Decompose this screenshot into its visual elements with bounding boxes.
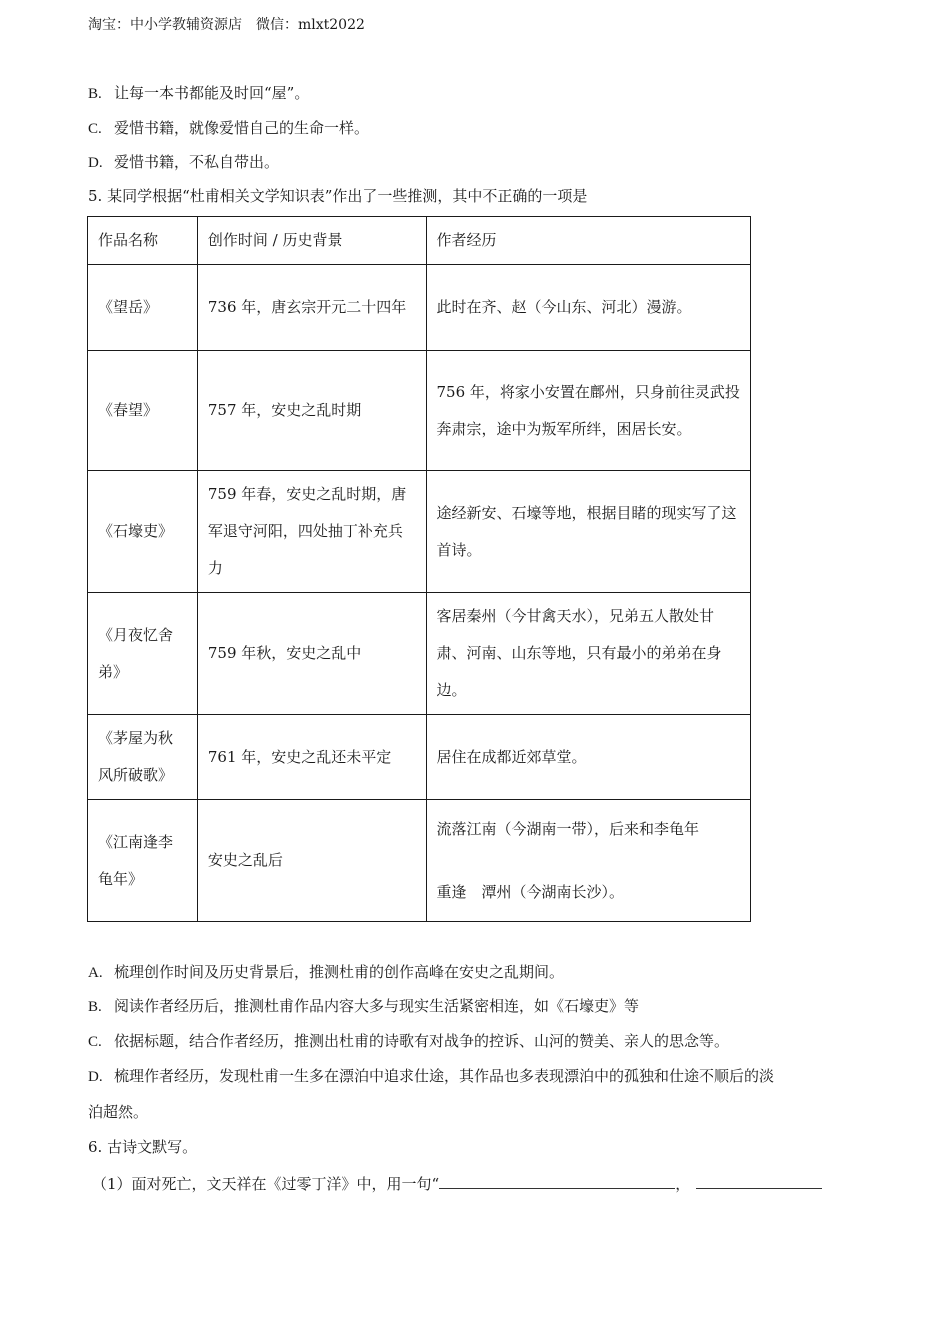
table-header-cell: 创作时间 / 历史背景 [197, 217, 426, 265]
table-cell: 《江南逢李龟年》 [88, 800, 198, 922]
question-5-stem: 5. 某同学根据“杜甫相关文学知识表”作出了一些推测，其中不正确的一项是 [88, 187, 588, 205]
option-label: D. [88, 155, 103, 171]
table-cell: 《月夜忆舍弟》 [88, 593, 198, 715]
option-label: B. [88, 86, 102, 102]
table-cell: 居住在成都近郊草堂。 [426, 715, 750, 800]
option-text: 阅读作者经历后，推测杜甫作品内容大多与现实生活紧密相连，如《石壕吏》等 [114, 997, 640, 1015]
option-text: 爱惜书籍，就像爱惜自己的生命一样。 [114, 119, 370, 137]
table-cell: 736 年，唐玄宗开元二十四年 [197, 265, 426, 351]
option-label: C. [88, 121, 102, 137]
option-text: 梳理创作时间及历史背景后，推测杜甫的创作高峰在安史之乱期间。 [114, 963, 565, 981]
option-c-prev [88, 117, 369, 138]
table-row [88, 265, 751, 351]
table-row [88, 471, 751, 593]
option-a [88, 961, 564, 982]
option-c [88, 1030, 729, 1051]
option-label: C. [88, 1034, 102, 1050]
option-label: D. [88, 1069, 103, 1085]
table-cell: 安史之乱后 [197, 800, 426, 922]
table-cell: 此时在齐、赵（今山东、河北）漫游。 [426, 265, 750, 351]
table-cell: 759 年春，安史之乱时期，唐军退守河阳，四处抽丁补充兵力 [197, 471, 426, 593]
option-text: 让每一本书都能及时回“屋”。 [114, 84, 310, 102]
table-header-row [88, 217, 751, 265]
table-cell: 756 年，将家小安置在鄜州，只身前往灵武投奔肃宗，途中为叛军所绊，困居长安。 [426, 351, 750, 471]
option-d-prev [88, 151, 279, 172]
table-cell: 《石壕吏》 [88, 471, 198, 593]
dufu-knowledge-table [87, 216, 751, 922]
question-6-title: 6. 古诗文默写。 [88, 1138, 198, 1156]
table-row [88, 800, 751, 922]
table-cell: 客居秦州（今甘禽天水），兄弟五人散处甘肃、河南、山东等地，只有最小的弟弟在身边。 [426, 593, 750, 715]
table-cell [426, 800, 750, 922]
table-row [88, 351, 751, 471]
option-b [88, 995, 639, 1016]
option-text: 梳理作者经历，发现杜甫一生多在漂泊中追求仕途，其作品也多表现漂泊中的孤独和仕途不顺后的淡 [114, 1067, 775, 1085]
option-text: 爱惜书籍，不私自带出。 [114, 153, 280, 171]
table-cell: 757 年，安史之乱时期 [197, 351, 426, 471]
table-row [88, 593, 751, 715]
table-row [88, 715, 751, 800]
table-cell: 《望岳》 [88, 265, 198, 351]
table-cell: 761 年，安史之乱还未平定 [197, 715, 426, 800]
page-header: 淘宝：中小学教辅资源店 微信：mlxt2022 [88, 17, 365, 33]
option-label: A. [88, 965, 103, 981]
cell-line: 重逢 潭州（今湖南长沙）。 [436, 883, 625, 901]
option-b-prev [88, 82, 309, 103]
option-d [88, 1065, 774, 1086]
table-cell: 途经新安、石壕等地，根据目睹的现实写了这首诗。 [426, 471, 750, 593]
table-cell: 759 年秋，安史之乱中 [197, 593, 426, 715]
question-6-item-1 [92, 1172, 822, 1194]
option-d-continued: 泊超然。 [88, 1103, 149, 1121]
fill-blank[interactable] [439, 1172, 675, 1189]
table-cell: 《茅屋为秋风所破歌》 [88, 715, 198, 800]
fill-blank[interactable] [696, 1172, 822, 1189]
option-label: B. [88, 999, 102, 1015]
cell-line: 流落江南（今湖南一带），后来和李龟年 [436, 820, 700, 838]
table-header-cell: 作者经历 [426, 217, 750, 265]
table-cell: 《春望》 [88, 351, 198, 471]
item-separator: ， [675, 1175, 691, 1193]
item-prefix: （1）面对死亡，文天祥在《过零丁洋》中，用一句“ [92, 1175, 440, 1193]
option-text: 依据标题，结合作者经历，推测出杜甫的诗歌有对战争的控诉、山河的赞美、亲人的思念等。 [114, 1032, 730, 1050]
table-header-cell: 作品名称 [88, 217, 198, 265]
